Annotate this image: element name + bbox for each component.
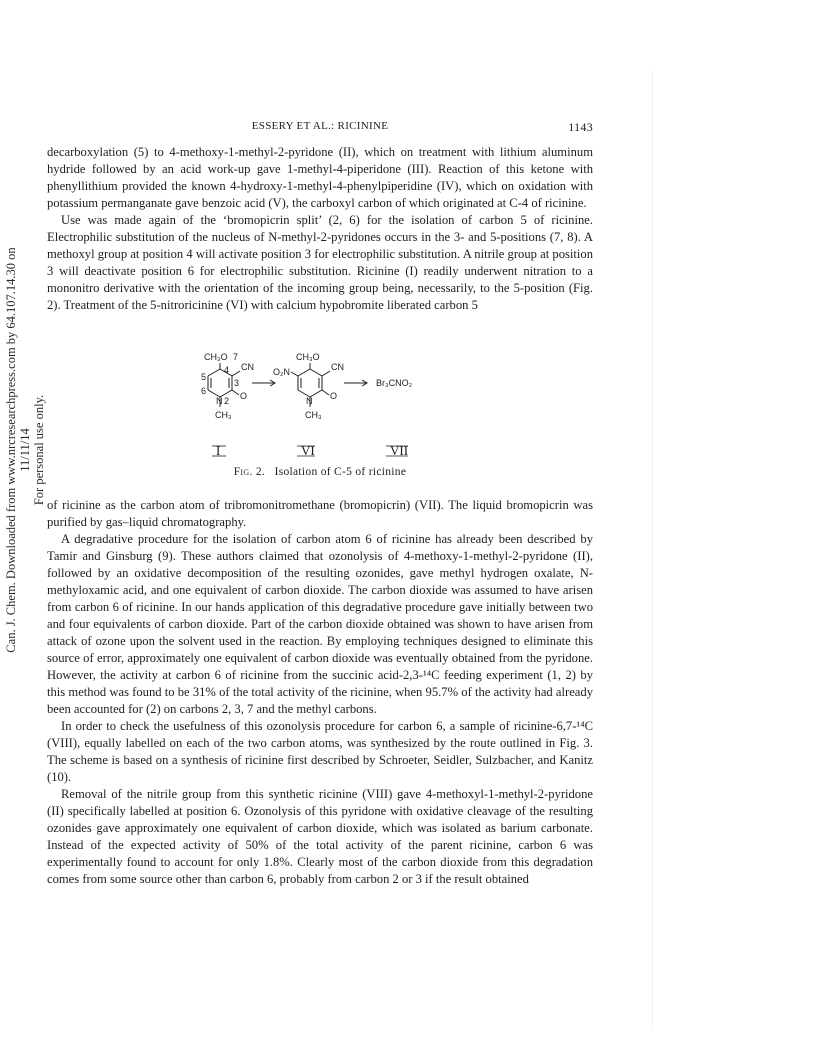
- reaction-arrow: [252, 380, 275, 386]
- body-text-top: [47, 144, 593, 314]
- label-position-7: 7: [233, 352, 239, 362]
- paragraph: of ricinine as the carbon atom of tribromonitromethane (bromopicrin) (VII). The liquid bromopicrin was purified by gas–liquid chromatography.: [47, 498, 593, 529]
- compound-label-I: I: [216, 443, 221, 458]
- paragraph: A degradative procedure for the isolation of carbon atom 6 of ricinine has already been described by Tamir and Ginsburg (9). These authors claimed that ozonolysis of 4-methoxy-1-methyl-2-pyridone (II), followed by an oxidative decomposition of the resulting ozonides, gave methyl hydrogen oxalate, N-methyloxamic acid, and one equivalent of carbon dioxide. The carbon dioxide was assumed to have arisen from carbon 6 of ricinine. In our hands application of this degradative procedure gave initially between two and four equivalents of carbon dioxide. Part of the carbon dioxide obtained was shown to have arisen from attack of ozone upon the solvent used in the reaction. By employing techniques designed to eliminate this source of error, approximately one equivalent of carbon dioxide was eventually obtained from the pyridone. However, the activity at carbon 6 of ricinine from the succinic acid-2,3-¹⁴C feeding experiment (1, 2) by this method was found to be 31% of the total activity of the ricinine, when 95.7% of the activity had already been accounted for (2) on carbons 2, 3, 7 and the methyl carbons.: [47, 532, 593, 716]
- label-cn: CN: [331, 362, 344, 372]
- label-n: N: [216, 396, 223, 406]
- figure-caption: [47, 466, 593, 478]
- label-ch3o: CH₃O: [296, 352, 320, 362]
- body-text-bottom: [47, 497, 593, 888]
- label-ch3o: CH₃O: [204, 352, 228, 362]
- page-header: [47, 120, 593, 136]
- compound-label-VII: VII: [390, 443, 409, 458]
- paragraph: Removal of the nitrile group from this synthetic ricinine (VIII) gave 4-methoxyl-1-methyl-2-pyridone (II) specifically labelled at position 6. Ozonolysis of this pyridone with oxidative cleavage of the resulting ozonides gave approximately one equivalent of carbon dioxide, which was isolated as barium carbonate. Instead of the expected activity of 50% of the total activity of the parent ricinine, carbon 6 was experimentally found to account for only 1.8%. Clearly most of the carbon dioxide from this degradation comes from some source other than carbon 6, probably from carbon 2 or 3 if the result obtained: [47, 787, 593, 886]
- download-watermark-line2: For personal use only.: [32, 394, 46, 506]
- label-o2n: O₂N: [273, 367, 290, 377]
- figure-caption-text: Isolation of C-5 of ricinine: [274, 466, 407, 478]
- reaction-arrow: [344, 380, 367, 386]
- label-position-2: 2: [224, 396, 230, 406]
- paragraph: In order to check the usefulness of this ozonolysis procedure for carbon 6, a sample of ricinine-6,7-¹⁴C (VIII), equally labelled on each of the two carbon atoms, was synthesized by the route outlined in Fig. 3. The scheme is based on a synthesis of ricinine first described by Schroeter, Seidler, Sulzbacher, and Kanitz (10).: [47, 719, 593, 784]
- label-ch3: CH₃: [305, 410, 322, 420]
- compound-label-VI: VI: [301, 443, 315, 458]
- download-watermark: [4, 240, 44, 660]
- label-n: N: [306, 396, 313, 406]
- label-position-5: 5: [201, 372, 207, 382]
- label-o: O: [240, 391, 248, 401]
- label-position-4: 4: [224, 365, 230, 375]
- label-position-3: 3: [234, 378, 240, 388]
- label-o: O: [330, 391, 338, 401]
- scan-margin-line: [652, 70, 653, 1030]
- paragraph: Use was made again of the ‘bromopicrin split’ (2, 6) for the isolation of carbon 5 of ricinine. Electrophilic substitution of the nucleus of N-methyl-2-pyridones occurs in the 3- and 5-positions (7, 8). A methoxyl group at position 4 will activate position 3 for electrophilic substitution. A nitrile group at position 3 will deactivate position 6 for electrophilic substitution. Ricinine (I) readily underwent nitration to a mononitro derivative with the orientation of the incoming group being, necessarily, to the 5-position (Fig. 2). Treatment of the 5-nitroricinine (VI) with calcium hypobromite liberated carbon 5: [47, 213, 593, 312]
- figure-2-scheme: [190, 349, 450, 469]
- label-ch3: CH₃: [215, 410, 232, 420]
- running-title: ESSERY ET AL.: RICININE: [251, 120, 389, 132]
- download-watermark-line1: Can. J. Chem. Downloaded from www.nrcresearchpress.com by 64.107.14.30 on 11/11/14: [4, 247, 32, 653]
- label-bromopicrin: Br₃CNO₂: [376, 378, 413, 388]
- label-position-6: 6: [201, 386, 207, 396]
- figure-caption-label: Fig. 2.: [233, 466, 266, 478]
- page-number: 1143: [568, 120, 593, 134]
- reaction-scheme: [190, 349, 450, 467]
- label-cn: CN: [241, 362, 254, 372]
- download-watermark-text: [4, 240, 46, 660]
- paragraph: decarboxylation (5) to 4-methoxy-1-methyl-2-pyridone (II), which on treatment with lithium aluminum hydride followed by an acid work-up gave 1-methyl-4-piperidone (III). Reaction of this ketone with phenyllithium provided the known 4-hydroxy-1-methyl-4-phenylpiperidine (IV), which on oxidation with potassium permanganate gave benzoic acid (V), the carboxyl carbon of which originated at C-4 of ricinine.: [47, 145, 593, 210]
